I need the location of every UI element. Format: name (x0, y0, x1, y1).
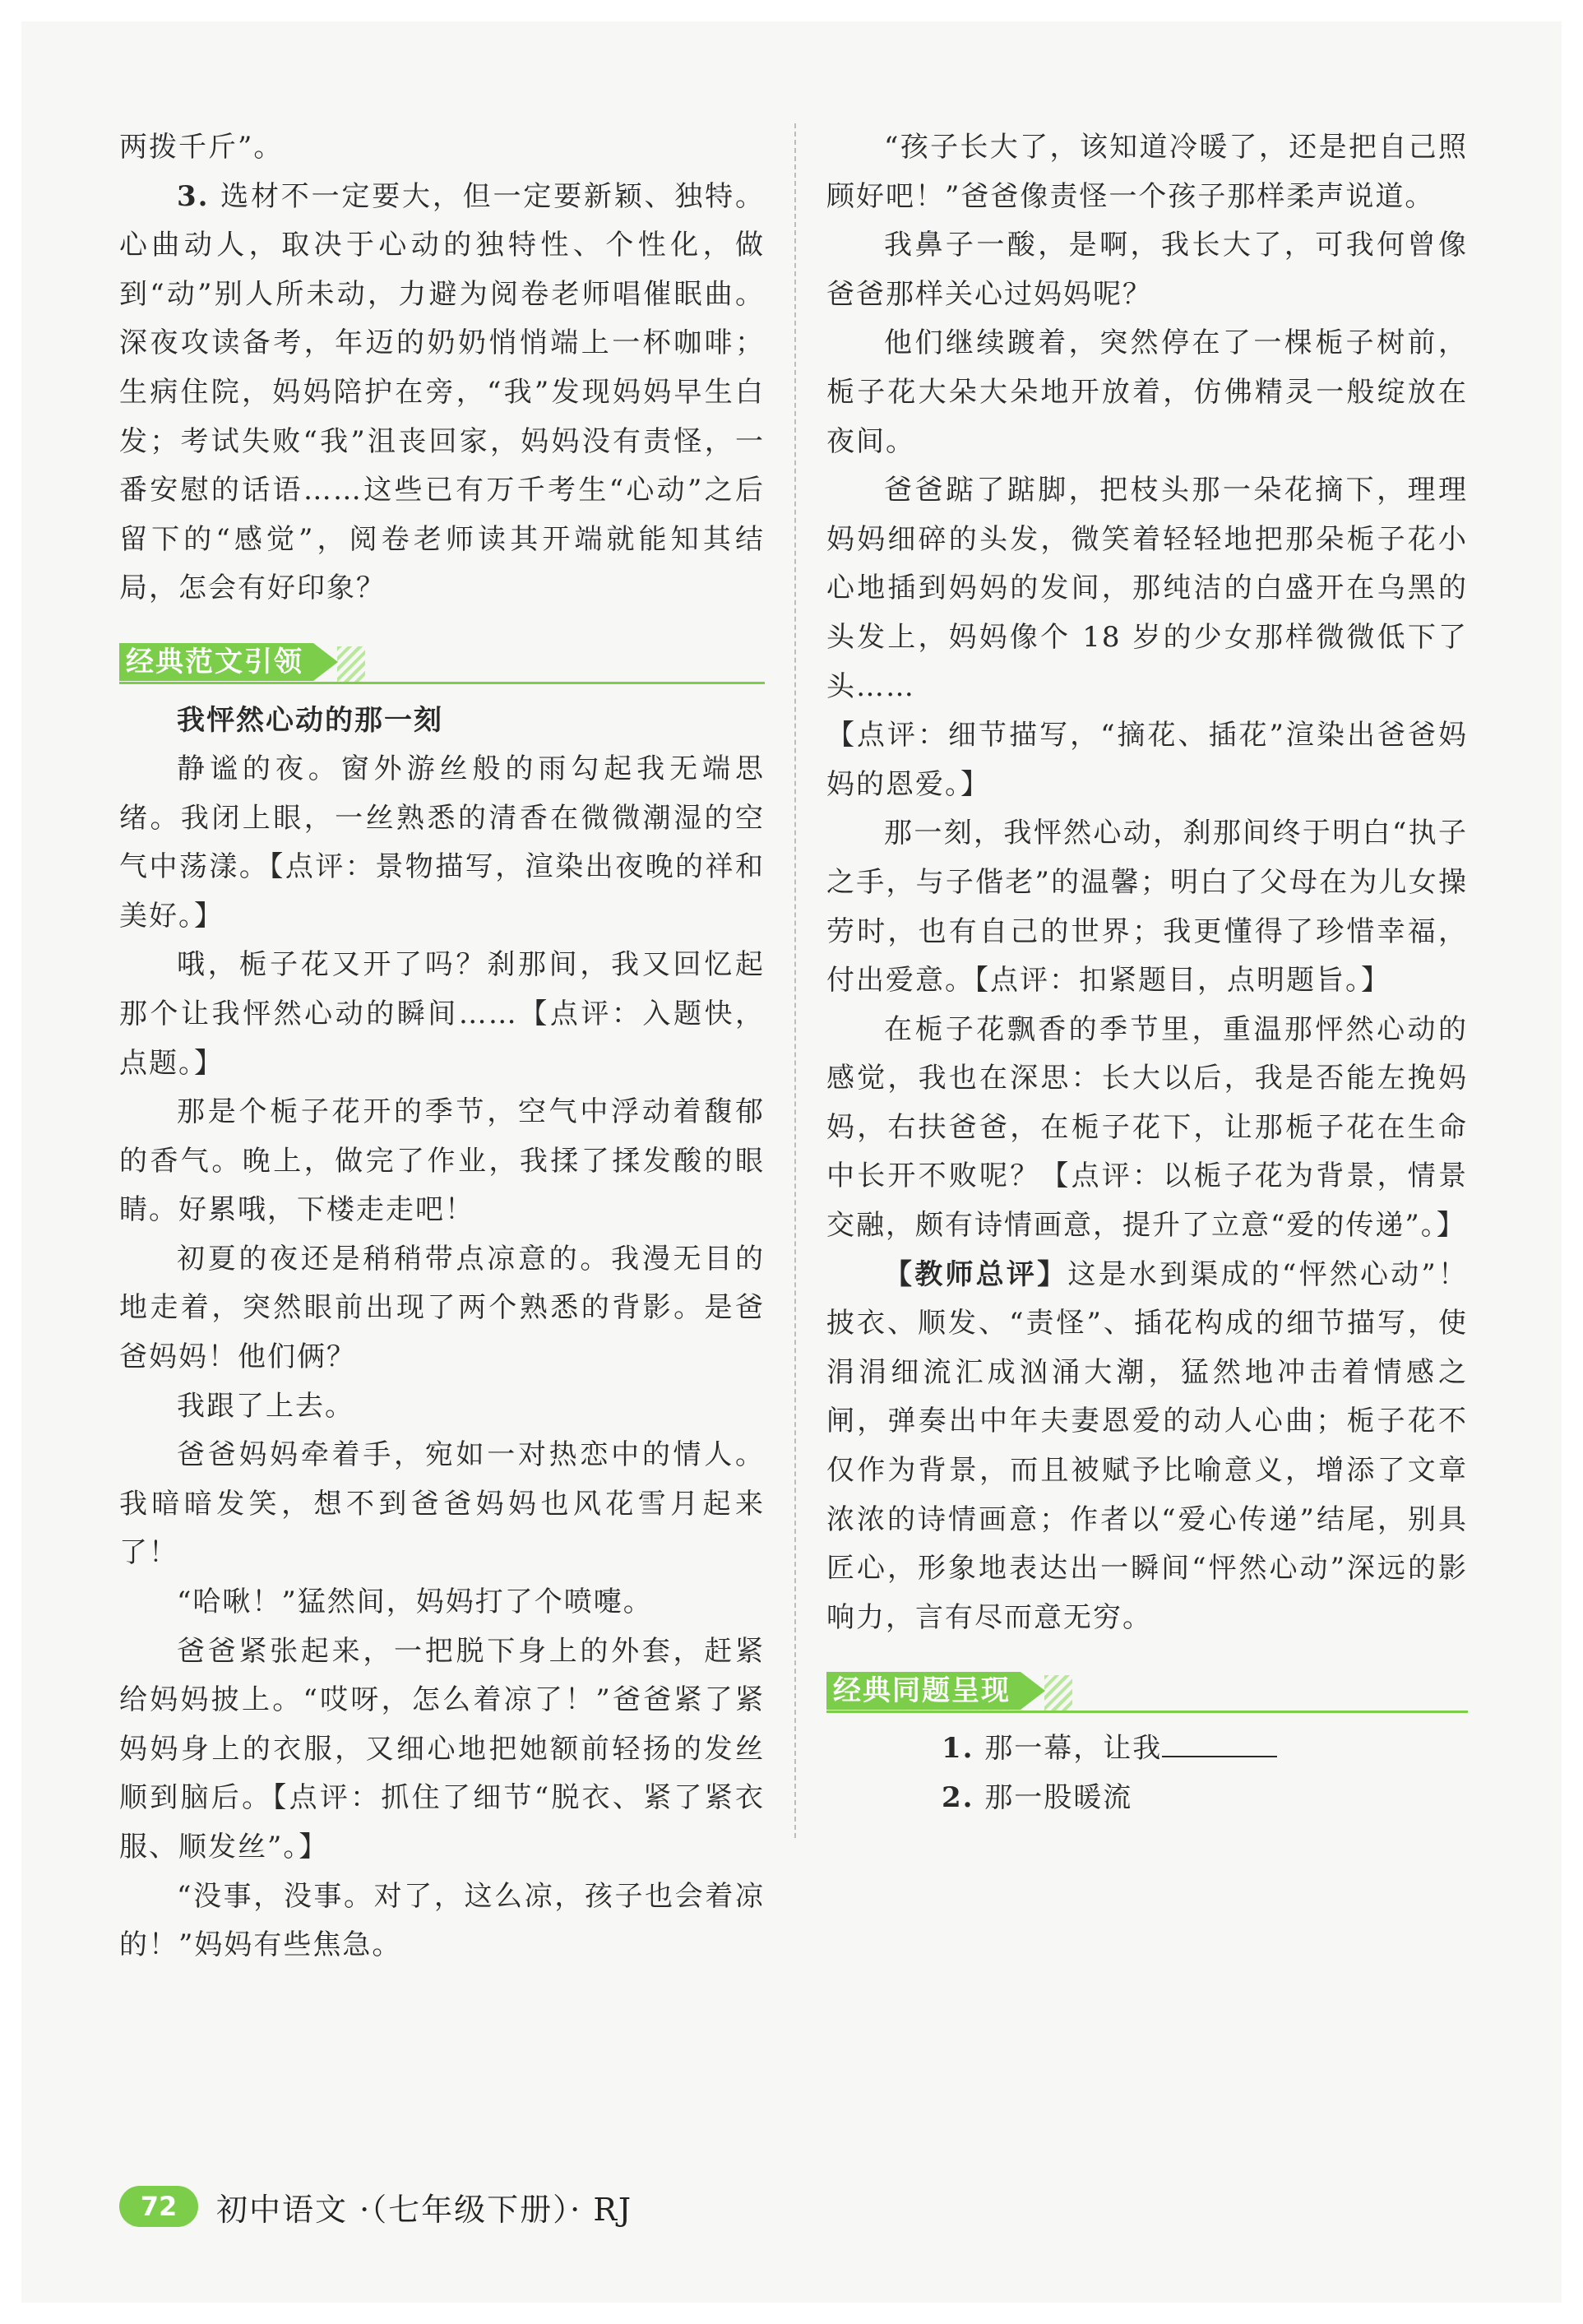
intro-paragraph-point-3 (119, 173, 765, 613)
essay-paragraph: 那一刻，我怦然心动，刹那间终于明白“执子之手，与子偕老”的温馨；明白了父母在为儿女操劳时，也有自己的世界；我更懂得了珍惜幸福，付出爱意。【点评：扣紧题目，点明题旨。】 (826, 817, 1468, 998)
essay-paragraph: 在栀子花飘香的季节里，重温那怦然心动的感觉，我也在深思：长大以后，我是否能左挽妈妈，右扶爸爸，在栀子花下，让那栀子花在生命中长开不败呢？【点评：以栀子花为背景，情景交融，颇有诗情画意，提升了立意“爱的传递”。】 (826, 1012, 1468, 1243)
question-1 (826, 1724, 1468, 1774)
teacher-summary-text: 这是水到渠成的“怦然心动”！披衣、顺发、“责怪”、插花构成的细节描写，使涓涓细流汇成汹涌大潮，猛然地冲击着情感之闸，弹奏出中年夫妻恩爱的动人心曲；栀子花不仅作为背景，而且被赋予比喻意义，增添了文章浓浓的诗情画意；作者以“爱心传递”结尾，别具匠心，形象地表达出一瞬间“怦然心动”深远的影响力，言有尽而意无穷。 (826, 1257, 1469, 1634)
book-title: 初中语文 ·（七年级下册）· RJ (216, 2191, 633, 2228)
question-number: 2. (942, 1781, 974, 1814)
essay-paragraph: 哦，栀子花又开了吗？刹那间，我又回忆起那个让我怦然心动的瞬间……【点评：入题快，点题。】 (119, 948, 765, 1080)
banner-stripe-decoration (1044, 1675, 1072, 1711)
essay-paragraph: “孩子长大了，该知道冷暖了，还是把自己照顾好吧！”爸爸像责怪一个孩子那样柔声说道。 (826, 131, 1468, 213)
point-number: 3. (177, 179, 210, 213)
banner-stripe-decoration (337, 646, 365, 683)
essay-paragraph: 那是个栀子花开的季节，空气中浮动着馥郁的香气。晚上，做完了作业，我揉了揉发酸的眼睛。好累哦，下楼走走吧！ (119, 1095, 765, 1227)
question-text: 那一幕，让我 (984, 1732, 1163, 1766)
question-2 (826, 1774, 1468, 1823)
essay-comment: 【点评：细节描写，“摘花、插花”渲染出爸爸妈妈的恩爱。】 (826, 719, 1468, 801)
essay-paragraph: 初夏的夜还是稍稍带点凉意的。我漫无目的地走着，突然眼前出现了两个熟悉的背影。是爸爸妈妈！他们俩？ (119, 1242, 765, 1374)
left-column (119, 123, 765, 1970)
essay-paragraph: “没事，没事。对了，这么凉，孩子也会着凉的！”妈妈有些焦急。 (119, 1879, 765, 1962)
intro-paragraph-continuation: 两拨千斤”。 (119, 131, 284, 164)
essay-paragraph: 爸爸妈妈牵着手，宛如一对热恋中的情人。我暗暗发笑，想不到爸爸妈妈也风花雪月起来了！ (119, 1438, 765, 1570)
teacher-summary (826, 1251, 1468, 1643)
essay-paragraph: “哈啾！”猛然间，妈妈打了个喷嚏。 (177, 1586, 653, 1619)
essay-paragraph: 爸爸踮了踮脚，把枝头那一朵花摘下，理理妈妈细碎的头发，微笑着轻轻地把那朵栀子花小心地插到妈妈的发间，那纯洁的白盛开在乌黑的头发上，妈妈像个 18 岁的少女那样微微低下了头…… (826, 474, 1468, 703)
page-footer (119, 2183, 632, 2229)
page-number-badge: 72 (119, 2186, 198, 2227)
essay-paragraph: 爸爸紧张起来，一把脱下身上的外套，赶紧给妈妈披上。“哎呀，怎么着凉了！”爸爸紧了紧妈妈身上的衣服，又细心地把她额前轻扬的发丝顺到脑后。【点评：抓住了细节“脱衣、紧了紧衣服、顺发丝”。】 (119, 1634, 765, 1863)
column-divider (794, 123, 796, 1838)
section-banner-label: 经典范文引领 (119, 643, 313, 681)
essay-paragraph: 我跟了上去。 (177, 1389, 354, 1423)
banner-underline (119, 682, 765, 684)
answer-blank (1162, 1731, 1277, 1757)
right-column (826, 123, 1468, 1823)
section-banner-label: 经典同题呈现 (826, 1672, 1021, 1710)
banner-underline (826, 1711, 1468, 1713)
teacher-summary-label: 【教师总评】 (884, 1257, 1068, 1291)
question-number: 1. (942, 1732, 974, 1766)
essay-paragraph: 他们继续踱着，突然停在了一棵栀子树前，栀子花大朵大朵地开放着，仿佛精灵一般绽放在夜间。 (826, 326, 1468, 458)
section-banner-model-essay (119, 638, 765, 687)
essay-title: 我怦然心动的那一刻 (177, 703, 443, 737)
point-3-text: 选材不一定要大，但一定要新颖、独特。心曲动人，取决于心动的独特性、个性化，做到“动”别人所未动，力避为阅卷老师唱催眠曲。深夜攻读备考，年迈的奶奶悄悄端上一杯咖啡；生病住院，妈妈陪护在旁，“我”发现妈妈早生白发；考试失败“我”沮丧回家，妈妈没有责怪，一番安慰的话语……这些已有万千考生“心动”之后留下的“感觉”，阅卷老师读其开端就能知其结局，怎会有好印象？ (119, 179, 765, 605)
question-text: 那一股暖流 (984, 1781, 1133, 1814)
essay-paragraph: 静谧的夜。窗外游丝般的雨勾起我无端思绪。我闭上眼，一丝熟悉的清香在微微潮湿的空气中荡漾。【点评：景物描写，渲染出夜晚的祥和美好。】 (119, 752, 765, 933)
section-banner-same-topic (826, 1667, 1468, 1716)
essay-paragraph: 我鼻子一酸，是啊，我长大了，可我何曾像爸爸那样关心过妈妈呢？ (826, 229, 1468, 311)
